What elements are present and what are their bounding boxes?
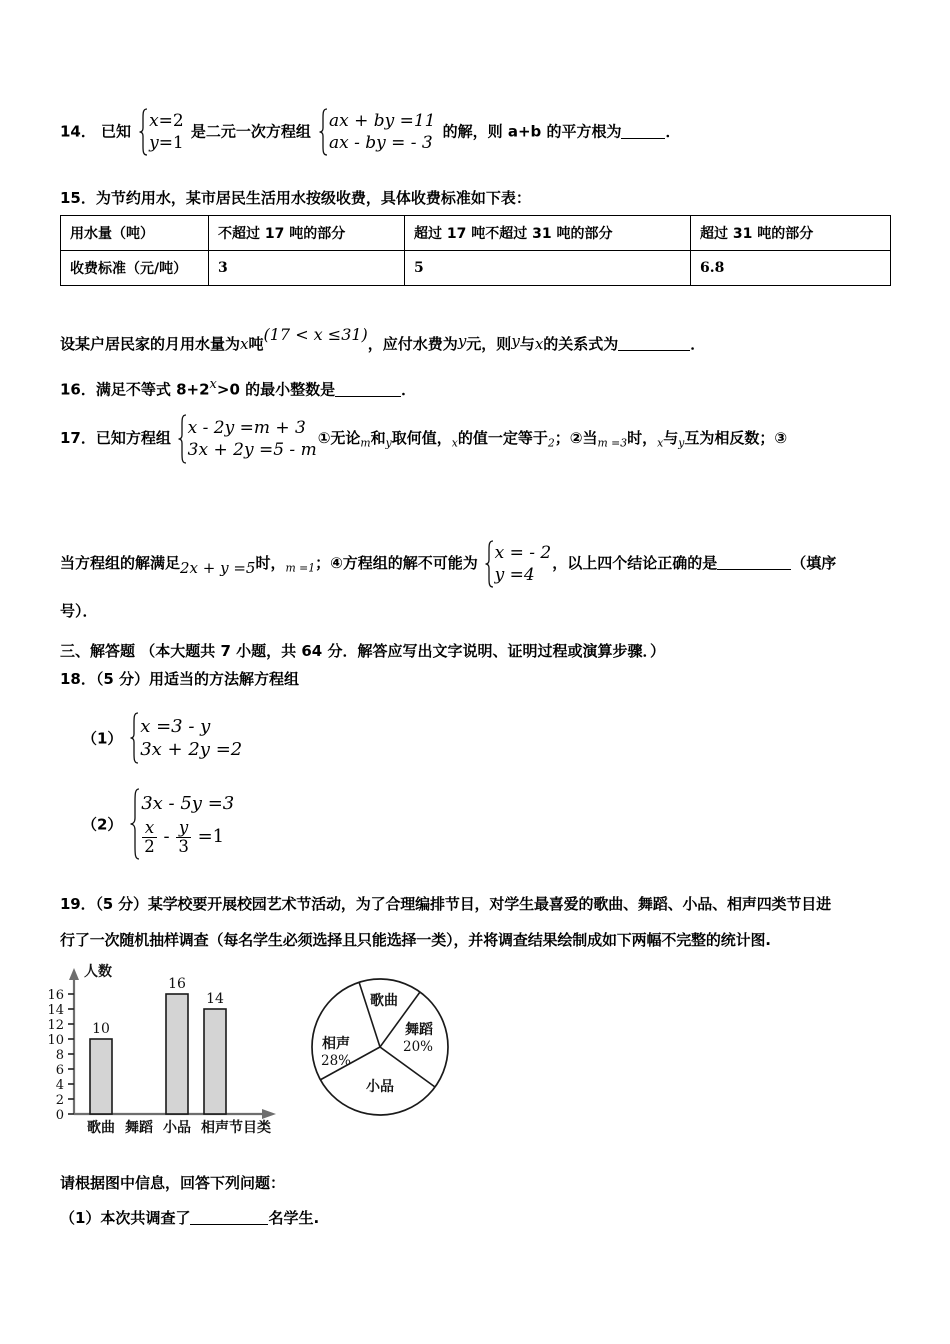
pie-slice-label-gequ: 歌曲 [370,993,398,1009]
q17-stmt2-d: 互为相反数；③ [684,429,788,447]
y-axis-arrow [69,968,79,980]
q14-tail: 的解，则 a+b 的平方根为 [442,122,622,141]
q14-sol-x-val: =2 [158,110,184,131]
question-18-stem [60,668,940,689]
q17-stmt2-a: ②当 [569,429,598,447]
q18-stem-text: （5 分）用适当的方法解方程组 [95,670,300,688]
bar-value-label: 14 [206,991,224,1007]
q16-text-a: 满足不等式 8+2 [95,380,210,399]
question-17-part1 [60,414,940,464]
q14-lead: 已知 [100,122,131,141]
bar-gequ [90,1039,112,1114]
q17-stmt1-m: m [360,436,371,450]
x-tick-label: 舞蹈 [125,1120,153,1136]
q18-p1-eq2: 3x + 2y =2 [140,739,243,760]
table-cell: 6.8 [691,251,891,286]
x-axis-label: 节目类 [229,1120,271,1136]
x-tick-label: 小品 [163,1120,191,1136]
q18-part1-system [129,712,242,764]
q15-var-y: y [457,332,467,351]
q17-stmt1-d: 的值一定等于 [457,429,548,447]
q18-part2-label: （2） [82,815,123,834]
q17-answer-blank[interactable] [717,569,791,570]
bar-xiaopin [166,994,188,1114]
q15-answer-blank[interactable] [618,350,690,351]
q19-stem-1: （5 分）某学校要开展校园艺术节活动，为了合理编排节目，对学生最喜爱的歌曲、舞蹈、小品、相声四类节目进 [95,895,831,913]
bar-value-label: 10 [92,1021,110,1037]
x-category-labels [87,1119,271,1136]
q17-stmt1-val: 2 [547,436,555,450]
section-3-desc: （本大题共 7 小题，共 64 分．解答应写出文字说明、证明过程或演算步骤．） [140,642,665,660]
frac2-numerator: y [178,818,189,838]
question-16 [60,377,920,400]
pie-slice-pct-wudao: 20% [402,1039,434,1055]
q19-prompt: 请根据图中信息，回答下列问题： [60,1174,286,1192]
q15-number: 15． [60,189,96,207]
q17-stmt3-c: ；④方程组的解不可能为 [315,554,478,572]
q17-stmt1-b: 和 [370,429,386,447]
pie-slice-pct-xiangsheng: 28% [320,1053,352,1069]
section-3-title: 三、解答题 [60,642,136,660]
question-18-part-2 [82,788,234,860]
question-15-stem [60,187,920,208]
q14-eq1: ax + by =11 [328,110,436,131]
fraction-x-over-2 [142,819,157,855]
q14-mid: 是二元一次方程组 [190,122,311,141]
q17-stmt2-c: 与 [663,429,679,447]
q18-p2-operator: - [163,826,170,848]
q19-sub1-text-b: 名学生. [268,1209,320,1227]
table-cell: 超过 17 吨不超过 31 吨的部分 [405,216,691,251]
frac1-denominator: 2 [144,836,155,856]
y-ticks [47,988,74,1123]
q17-stmt2-y: y [678,436,685,450]
q15-follow-e: 与 [519,334,535,353]
y-tick-label: 14 [47,1003,64,1018]
q19-sub1-blank[interactable] [190,1224,268,1225]
q15-follow-a: 设某户居民家的月用水量为 [60,334,241,353]
q16-text-b: >0 的最小整数是 [216,380,336,399]
bars [90,994,226,1114]
pie-slice-label-wudao: 舞蹈 [405,1022,433,1038]
q18-part1-label: （1） [82,729,123,748]
q18-p2-rhs: =1 [197,826,225,848]
question-19-stem-line1 [60,893,940,914]
y-tick-label: 0 [55,1108,64,1123]
q17-stmt3-b: 时， [255,554,286,572]
y-tick-label: 12 [47,1018,64,1033]
q17-excl-x: x = - 2 [494,542,552,563]
q14-sol-x: x [149,110,159,131]
q14-number: 14． [60,122,96,141]
table-row-header: 用水量（吨） [61,216,209,251]
q17-stmt1-c: 取何值， [391,429,452,447]
q18-p2-eq1: 3x - 5y =3 [141,792,235,814]
frac2-denominator: 3 [178,836,189,856]
q17-stmt3-e: （填序 [791,554,837,572]
q19-sub-question-1 [60,1207,319,1228]
q17-system [177,414,317,464]
q17-stmt2-m: m =3 [597,436,628,450]
q17-lead: 已知方程组 [95,429,171,447]
pie-chart-svg [308,972,458,1124]
q15-follow-b: 吨 [248,334,264,353]
q17-excl-y: y =4 [494,565,535,585]
q17-stmt1-e: ； [554,429,570,447]
q16-number: 16． [60,380,96,399]
section-3-heading [60,640,940,661]
question-14 [60,108,920,156]
q17-stmt1-a: ①无论 [317,429,361,447]
q17-stmt3-a: 当方程组的解满足 [60,554,181,572]
q15-var-x2: x [534,334,544,353]
table-row [61,216,891,251]
q18-p2-eq2 [141,815,234,856]
q14-sol-y-val: =1 [158,133,184,153]
y-tick-label: 16 [47,988,64,1003]
pie-slice-label-xiangsheng: 相声 [322,1036,350,1052]
q16-answer-blank[interactable] [335,396,401,397]
question-17-part2 [60,540,940,588]
y-tick-label: 6 [55,1063,64,1078]
q14-sol-y: y [149,133,159,153]
q18-p1-eq1: x =3 - y [140,715,211,737]
q17-stmt3-d: ，以上四个结论正确的是 [552,554,718,572]
bar-value-label: 16 [168,976,186,992]
q16-period: ． [401,380,417,399]
y-tick-label: 4 [55,1078,64,1093]
q19-number: 19． [60,895,96,913]
q17-excluded-solution [484,540,552,588]
q17-continuation: 号）． [60,602,98,620]
fraction-y-over-3 [176,819,191,855]
y-tick-label: 2 [55,1093,64,1108]
q15-stem-text: 为节约用水，某市居民生活用水按级收费，具体收费标准如下表： [95,189,531,207]
q15-var-y2: y [511,332,520,351]
q17-stmt3-eq: 2x + y =5 [180,558,256,577]
q16-exponent-x: x [209,377,217,392]
question-18-part-1 [82,712,242,764]
y-axis-label: 人数 [84,964,112,980]
q17-eq2: 3x + 2y =5 - m [187,440,317,460]
pie-slice-label-xiaopin: 小品 [366,1079,394,1095]
q17-stmt2-x: x [657,436,664,450]
q15-var-x: x [240,334,249,353]
y-tick-label: 8 [55,1048,64,1063]
q14-eq2: ax - by = - 3 [328,133,433,153]
x-tick-label: 相声 [201,1120,229,1136]
q17-stmt1-x: x [451,436,458,450]
q15-period: ． [690,334,706,353]
q18-part2-system [129,788,234,860]
question-15-followup [60,325,920,354]
table-cell: 超过 31 吨的部分 [691,216,891,251]
q17-number: 17． [60,429,96,447]
q17-stmt2-b: 时， [627,429,658,447]
x-tick-label: 歌曲 [87,1120,115,1136]
frac1-numerator: x [144,818,155,838]
q19-sub1-text-a: （1）本次共调查了 [60,1209,191,1227]
q15-range: (17 < x ≤31) [263,325,368,344]
x-axis-arrow [262,1109,276,1119]
bar-xiangsheng [204,1009,226,1114]
q14-period: ． [665,122,681,141]
y-axis [69,968,79,1114]
bar-chart [48,962,308,1142]
question-19-stem-line2: 行了一次随机抽样调查（每名学生必须选择且只能选择一类），并将调查结果绘制成如下两幅不完整的统计图. [60,931,771,949]
table-cell: 3 [209,251,405,286]
q17-stmt1-y: y [385,436,392,450]
q15-follow-d: 元，则 [466,334,512,353]
q14-system-equations [318,108,436,156]
table-cell: 5 [405,251,691,286]
q18-number: 18． [60,670,96,688]
q15-follow-f: 的关系式为 [543,334,619,353]
pie-chart [308,972,458,1124]
q14-system-solution [138,108,184,156]
table-row [61,251,891,286]
y-tick-label: 10 [47,1033,64,1048]
q14-answer-blank[interactable] [621,138,665,139]
table-row-header: 收费标准（元/吨） [61,251,209,286]
water-fee-table [60,215,891,286]
q17-eq1: x - 2y =m + 3 [187,417,306,438]
bar-chart-svg [48,962,308,1142]
q17-stmt3-m: m =1 [285,561,316,575]
q15-follow-c: ，应付水费为 [367,334,458,353]
table-cell: 不超过 17 吨的部分 [209,216,405,251]
